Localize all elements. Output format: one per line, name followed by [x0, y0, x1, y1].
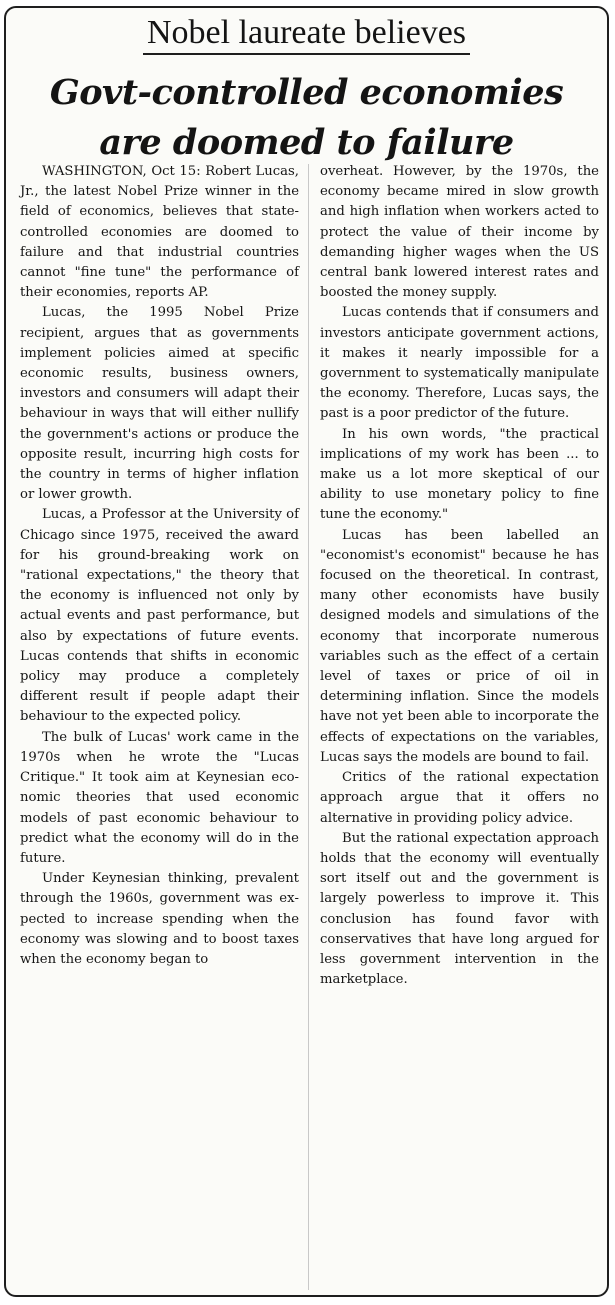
paragraph: Under Keynesian thinking, prevalent through the 1960s, government was expected to increase spending when the economy was slowing and to boost taxes when the economy began to [20, 871, 299, 967]
paragraph: overheat. However, by the 1970s, the economy became mired in slow growth and high inflation when workers acted to protect the value of their income by demanding higher wages when the US central bank lowered interest rates and boosted the money supply. [320, 164, 599, 301]
article-column-right [320, 162, 599, 990]
paragraph: Critics of the rational expectation approach argue that it offers no alternative in providing policy advice. [320, 770, 599, 826]
paragraph: Lucas, the 1995 Nobel Prize recipient, argues that as governments implement policies aimed at specific economic results, business owners, investors and consumers will adapt their behaviour in ways that will either nullify the government's actions or produce the opposite result, incurring high costs for the country in terms of higher inflation or lower growth. [20, 305, 299, 503]
paragraph: In his own words, "the practical implications of my work has been ... to make us a lot more skeptical of our ability to use monetary policy to fine tune the economy." [320, 426, 599, 523]
paragraph: Lucas has been labelled an "economist's economist" because he has focused on the theoretical. In contrast, many other economists have busily designed models and simulations of the economy that incorporate numerous variables such as the effect of a certain level of taxes or price of oil in determining inflation. Since the models have not yet been able to incorporate the effects of expectations on the variables, Lucas says the models are bound to fail. [320, 527, 599, 765]
headline [6, 68, 607, 168]
headline-line-2: are doomed to failure [99, 122, 514, 163]
paragraph: But the rational expectation approach holds that the economy will eventually sort itself out and the government is largely powerless to improve it. This conclusion has found favor with conservatives that have long argued for less government intervention in the marketplace. [320, 830, 599, 988]
article-column-left [20, 162, 299, 970]
headline-line-1: Govt-controlled economies [49, 72, 564, 113]
kicker-text: Nobel laureate believes [143, 14, 470, 55]
newspaper-clipping [4, 6, 609, 1297]
paragraph: Lucas contends that if consumers and investors anticipate government actions, it makes it nearly impossible for a government to systematically manipulate the economy. Therefore, Lucas says, the past is a poor predictor of the future. [320, 305, 599, 422]
paragraph: The bulk of Lucas' work came in the 1970s when he wrote the "Lucas Critique." It took aim at Keynesian economic theories that used economic models of past economic behaviour to predict what the economy will do in the future. [20, 729, 299, 866]
paragraph: WASHINGTON, Oct 15: Robert Lucas, Jr., the latest Nobel Prize winner in the field of economics, believes that state-controlled economies are doomed to failure and that industrial countries cannot "fine tune" the performance of their economies, reports AP. [20, 164, 299, 301]
column-divider [308, 164, 309, 1290]
kicker-heading [6, 14, 607, 55]
paragraph: Lucas, a Professor at the University of Chicago since 1975, received the award for his ground-breaking work on "rational expectations," the theory that the economy is influenced not only by actual events and past performance, but also by expectations of future events. Lucas contends that shifts in economic policy may produce a completely different result if people adapt their behaviour to the expected policy. [20, 507, 299, 725]
